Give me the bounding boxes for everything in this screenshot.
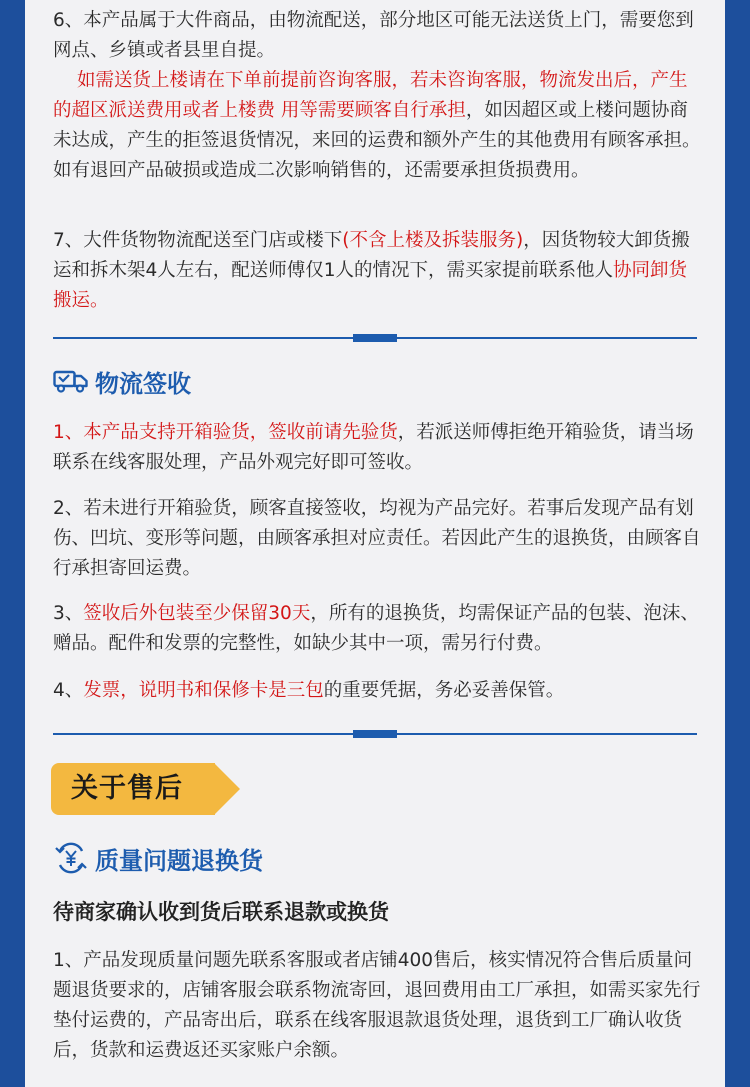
quality-p1-text: 1、产品发现质量问题先联系客服或者店铺400售后，核实情况符合售后质量问题退货要求的，店铺客服会联系物流寄回，退回费用由工厂承担，如需买家先行垫付运费的，产品寄出后，联系在线客服退款退货处理，退货到工厂确认收货后，货款和运费返还买家账户余额。: [53, 950, 701, 1061]
after-sales-tag-label: 关于售后: [71, 773, 183, 804]
delivery-p7-text-a: 7、大件货物物流配送至门店或楼下: [53, 230, 343, 251]
divider-mark: [353, 730, 397, 738]
divider-mark: [353, 334, 397, 342]
content-panel: [25, 0, 725, 1087]
logistics-p2-text: 2、若未进行开箱验货，顾客直接签收，均视为产品完好。若事后发现产品有划伤、凹坑、变形等问题，由顾客承担对应责任。若因此产生的退换货，由顾客自行承担寄回运费。: [53, 498, 701, 579]
delivery-p7-warning-1: (不含上楼及拆装服务): [342, 230, 524, 251]
logistics-p4-text: 的重要凭据，务必妥善保管。: [323, 680, 565, 701]
delivery-p6b-warning: 如需送货上楼请在下单前提前咨询客服，若未咨询客服，物流发出后，产生的超区派送费用或者上楼费 用等需要顾客自行承担: [53, 70, 688, 121]
delivery-p6b-text: ，如因超区或上楼问题协商未达成，产生的拒签退货情况，来回的运费和额外产生的其他费用有顾客承担。如有退回产品破损或造成二次影响销售的，还需要承担货损费用。: [53, 100, 701, 181]
logistics-p4-prefix: 4、: [53, 680, 84, 701]
delivery-paragraph-6: [53, 6, 703, 66]
logistics-p3-prefix: 3、: [53, 603, 84, 624]
quality-title: 质量问题退换货: [95, 846, 263, 875]
delivery-p7-warning-2: 协同卸货搬运。: [53, 260, 688, 311]
logistics-p4-warning: 发票，说明书和保修卡是三包: [83, 680, 324, 701]
quality-section-title: [53, 841, 263, 875]
logistics-paragraph-3: [53, 599, 703, 659]
logistics-p1-warning: 1、本产品支持开箱验货，签收前请先验货: [53, 422, 398, 443]
yuan-exchange-icon: [53, 842, 89, 874]
delivery-p7-text-b: ，因货物较大卸货搬运和拆木架4人左右，配送师傅仅1人的情况下，需买家提前联系他人: [53, 230, 690, 281]
delivery-paragraph-6b: [53, 66, 703, 186]
after-sales-tag: [51, 763, 241, 815]
logistics-section-title: [53, 364, 191, 398]
truck-icon: [53, 368, 89, 394]
logistics-paragraph-1: [53, 418, 703, 478]
logistics-paragraph-2: [53, 494, 703, 584]
logistics-p3-warning: 签收后外包装至少保留30天: [83, 603, 311, 624]
section-divider: [53, 733, 697, 735]
quality-paragraph-1: [53, 946, 703, 1066]
logistics-p1-text: ，若派送师傅拒绝开箱验货，请当场联系在线客服处理，产品外观完好即可签收。: [53, 422, 694, 473]
logistics-paragraph-4: [53, 676, 703, 706]
delivery-p6-text: 6、本产品属于大件商品，由物流配送，部分地区可能无法送货上门，需要您到网点、乡镇或者县里自提。: [53, 10, 694, 61]
delivery-paragraph-7: [53, 226, 703, 316]
logistics-p3-text: ，所有的退换货，均需保证产品的包装、泡沫、赠品。配件和发票的完整性，如缺少其中一项，需另行付费。: [53, 603, 699, 654]
section-divider: [53, 337, 697, 339]
logistics-title: 物流签收: [95, 369, 191, 398]
quality-subheading: 待商家确认收到货后联系退款或换货: [53, 900, 389, 924]
